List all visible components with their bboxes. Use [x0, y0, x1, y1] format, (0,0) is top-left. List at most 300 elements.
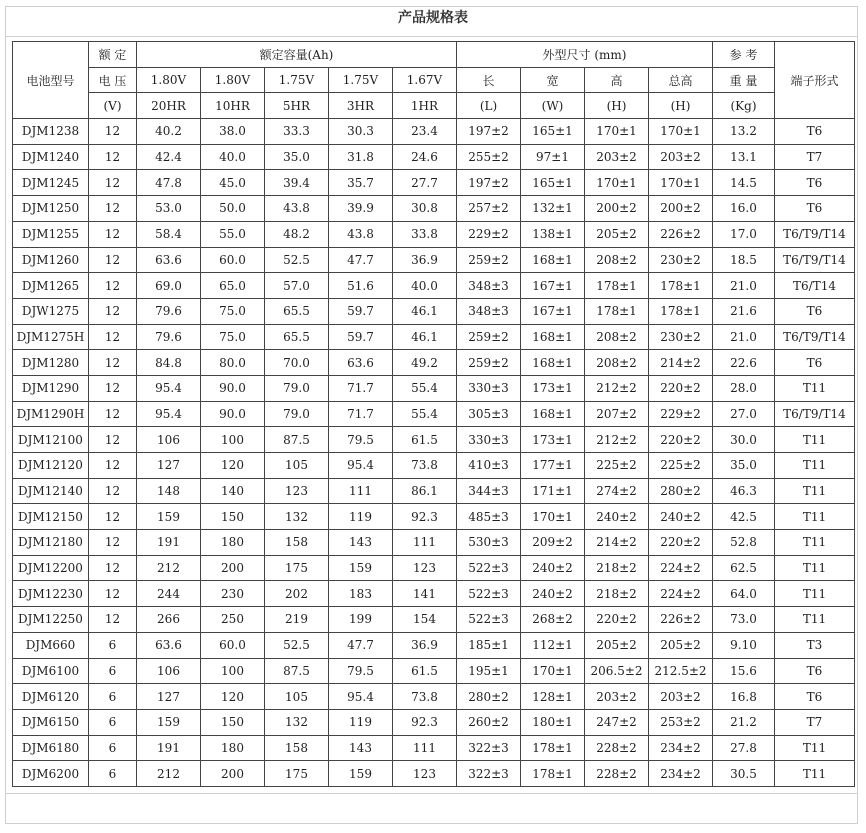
cell-capacity-1hr: 111 — [393, 530, 457, 556]
cell-capacity-10hr: 200 — [201, 555, 265, 581]
cell-capacity-1hr: 46.1 — [393, 298, 457, 324]
header-dimension-unit: (W) — [521, 93, 585, 119]
cell-capacity-5hr: 87.5 — [265, 658, 329, 684]
cell-voltage: 12 — [89, 221, 137, 247]
cell-width: 167±1 — [521, 298, 585, 324]
cell-voltage: 12 — [89, 144, 137, 170]
cell-height: 205±2 — [585, 632, 649, 658]
cell-capacity-1hr: 27.7 — [393, 170, 457, 196]
cell-total-height: 225±2 — [649, 453, 713, 479]
table-row — [13, 401, 855, 427]
cell-length: 229±2 — [457, 221, 521, 247]
cell-terminal: T11 — [775, 761, 855, 787]
table-row — [13, 427, 855, 453]
cell-capacity-10hr: 60.0 — [201, 247, 265, 273]
cell-total-height: 224±2 — [649, 581, 713, 607]
cell-capacity-5hr: 132 — [265, 709, 329, 735]
cell-terminal: T6 — [775, 119, 855, 145]
cell-width: 173±1 — [521, 375, 585, 401]
cell-voltage: 12 — [89, 196, 137, 222]
cell-capacity-20hr: 191 — [137, 735, 201, 761]
cell-height: 228±2 — [585, 735, 649, 761]
cell-capacity-20hr: 212 — [137, 555, 201, 581]
cell-height: 178±1 — [585, 273, 649, 299]
cell-capacity-5hr: 65.5 — [265, 324, 329, 350]
cell-capacity-3hr: 119 — [329, 504, 393, 530]
cell-terminal: T11 — [775, 453, 855, 479]
cell-total-height: 220±2 — [649, 375, 713, 401]
cell-length: 197±2 — [457, 119, 521, 145]
cell-height: 220±2 — [585, 607, 649, 633]
table-row — [13, 555, 855, 581]
cell-voltage: 6 — [89, 658, 137, 684]
cell-height: 203±2 — [585, 684, 649, 710]
bottom-divider — [5, 793, 858, 794]
cell-model: DJM1290 — [13, 375, 89, 401]
header-dimension-total-height: 总高 — [649, 67, 713, 93]
table-row — [13, 375, 855, 401]
table-body — [13, 119, 855, 787]
cell-capacity-1hr: 92.3 — [393, 504, 457, 530]
cell-model: DJM1250 — [13, 196, 89, 222]
cell-capacity-5hr: 35.0 — [265, 144, 329, 170]
cell-voltage: 6 — [89, 709, 137, 735]
cell-capacity-3hr: 159 — [329, 761, 393, 787]
cell-length: 522±3 — [457, 555, 521, 581]
cell-capacity-5hr: 123 — [265, 478, 329, 504]
table-header — [13, 42, 855, 119]
cell-width: 173±1 — [521, 427, 585, 453]
cell-width: 268±2 — [521, 607, 585, 633]
cell-terminal: T6/T9/T14 — [775, 401, 855, 427]
cell-model: DJM12120 — [13, 453, 89, 479]
cell-weight: 22.6 — [713, 350, 775, 376]
header-dimension-unit: (H) — [649, 93, 713, 119]
header-capacity-voltage: 1.80V — [137, 67, 201, 93]
cell-voltage: 12 — [89, 247, 137, 273]
page-title: 产品规格表 — [398, 10, 468, 26]
cell-capacity-20hr: 69.0 — [137, 273, 201, 299]
cell-weight: 21.2 — [713, 709, 775, 735]
header-capacity-voltage: 1.75V — [265, 67, 329, 93]
cell-terminal: T11 — [775, 735, 855, 761]
cell-weight: 17.0 — [713, 221, 775, 247]
header-voltage-line1: 额 定 — [89, 42, 137, 68]
cell-terminal: T6/T9/T14 — [775, 221, 855, 247]
cell-capacity-5hr: 219 — [265, 607, 329, 633]
cell-total-height: 280±2 — [649, 478, 713, 504]
cell-weight: 13.1 — [713, 144, 775, 170]
cell-capacity-10hr: 45.0 — [201, 170, 265, 196]
cell-weight: 42.5 — [713, 504, 775, 530]
cell-model: DJM12200 — [13, 555, 89, 581]
cell-model: DJM6120 — [13, 684, 89, 710]
cell-length: 410±3 — [457, 453, 521, 479]
table-row — [13, 350, 855, 376]
cell-capacity-1hr: 123 — [393, 555, 457, 581]
cell-capacity-1hr: 154 — [393, 607, 457, 633]
cell-height: 228±2 — [585, 761, 649, 787]
cell-width: 209±2 — [521, 530, 585, 556]
cell-capacity-5hr: 39.4 — [265, 170, 329, 196]
cell-total-height: 220±2 — [649, 427, 713, 453]
cell-model: DJM6200 — [13, 761, 89, 787]
cell-total-height: 178±1 — [649, 298, 713, 324]
cell-weight: 46.3 — [713, 478, 775, 504]
cell-capacity-5hr: 79.0 — [265, 375, 329, 401]
cell-length: 185±1 — [457, 632, 521, 658]
cell-capacity-10hr: 250 — [201, 607, 265, 633]
cell-capacity-3hr: 31.8 — [329, 144, 393, 170]
cell-model: DJM12250 — [13, 607, 89, 633]
cell-height: 214±2 — [585, 530, 649, 556]
cell-capacity-1hr: 24.6 — [393, 144, 457, 170]
cell-model: DJM1240 — [13, 144, 89, 170]
cell-capacity-3hr: 183 — [329, 581, 393, 607]
cell-capacity-5hr: 52.5 — [265, 632, 329, 658]
cell-length: 522±3 — [457, 581, 521, 607]
cell-capacity-3hr: 39.9 — [329, 196, 393, 222]
cell-capacity-10hr: 90.0 — [201, 401, 265, 427]
cell-voltage: 12 — [89, 298, 137, 324]
cell-length: 259±2 — [457, 247, 521, 273]
cell-capacity-3hr: 59.7 — [329, 324, 393, 350]
table-row — [13, 247, 855, 273]
cell-capacity-5hr: 175 — [265, 555, 329, 581]
cell-capacity-20hr: 244 — [137, 581, 201, 607]
cell-capacity-5hr: 105 — [265, 684, 329, 710]
cell-model: DJM12180 — [13, 530, 89, 556]
table-row — [13, 581, 855, 607]
cell-capacity-3hr: 47.7 — [329, 247, 393, 273]
cell-capacity-1hr: 92.3 — [393, 709, 457, 735]
cell-width: 132±1 — [521, 196, 585, 222]
cell-capacity-20hr: 84.8 — [137, 350, 201, 376]
cell-capacity-1hr: 40.0 — [393, 273, 457, 299]
table-row — [13, 735, 855, 761]
cell-voltage: 12 — [89, 350, 137, 376]
cell-width: 168±1 — [521, 247, 585, 273]
cell-voltage: 12 — [89, 555, 137, 581]
cell-capacity-20hr: 63.6 — [137, 247, 201, 273]
cell-capacity-10hr: 80.0 — [201, 350, 265, 376]
cell-capacity-20hr: 106 — [137, 427, 201, 453]
cell-length: 322±3 — [457, 735, 521, 761]
cell-model: DJM1245 — [13, 170, 89, 196]
header-capacity-voltage: 1.80V — [201, 67, 265, 93]
cell-voltage: 12 — [89, 581, 137, 607]
cell-width: 165±1 — [521, 119, 585, 145]
cell-capacity-20hr: 127 — [137, 453, 201, 479]
cell-total-height: 178±1 — [649, 273, 713, 299]
cell-capacity-3hr: 111 — [329, 478, 393, 504]
cell-capacity-3hr: 43.8 — [329, 221, 393, 247]
cell-voltage: 12 — [89, 119, 137, 145]
cell-capacity-3hr: 63.6 — [329, 350, 393, 376]
cell-capacity-1hr: 46.1 — [393, 324, 457, 350]
cell-capacity-3hr: 71.7 — [329, 375, 393, 401]
cell-weight: 13.2 — [713, 119, 775, 145]
cell-capacity-10hr: 60.0 — [201, 632, 265, 658]
cell-weight: 21.0 — [713, 324, 775, 350]
cell-capacity-5hr: 158 — [265, 530, 329, 556]
cell-capacity-20hr: 191 — [137, 530, 201, 556]
cell-height: 207±2 — [585, 401, 649, 427]
header-dimension-length: 长 — [457, 67, 521, 93]
cell-total-height: 220±2 — [649, 530, 713, 556]
cell-voltage: 12 — [89, 453, 137, 479]
cell-model: DJM12150 — [13, 504, 89, 530]
header-dimension-unit: (H) — [585, 93, 649, 119]
cell-capacity-5hr: 87.5 — [265, 427, 329, 453]
cell-capacity-1hr: 123 — [393, 761, 457, 787]
cell-capacity-20hr: 212 — [137, 761, 201, 787]
cell-capacity-10hr: 180 — [201, 530, 265, 556]
cell-capacity-20hr: 266 — [137, 607, 201, 633]
cell-total-height: 234±2 — [649, 761, 713, 787]
cell-length: 305±3 — [457, 401, 521, 427]
cell-capacity-3hr: 47.7 — [329, 632, 393, 658]
cell-capacity-5hr: 175 — [265, 761, 329, 787]
cell-terminal: T6/T9/T14 — [775, 247, 855, 273]
cell-capacity-3hr: 71.7 — [329, 401, 393, 427]
cell-terminal: T11 — [775, 478, 855, 504]
table-row — [13, 453, 855, 479]
cell-capacity-3hr: 143 — [329, 735, 393, 761]
cell-capacity-5hr: 132 — [265, 504, 329, 530]
cell-model: DJM12100 — [13, 427, 89, 453]
header-voltage-line2: 电 压 — [89, 67, 137, 93]
cell-capacity-10hr: 120 — [201, 453, 265, 479]
cell-total-height: 230±2 — [649, 324, 713, 350]
cell-capacity-5hr: 57.0 — [265, 273, 329, 299]
cell-total-height: 226±2 — [649, 221, 713, 247]
table-row — [13, 221, 855, 247]
cell-capacity-20hr: 159 — [137, 504, 201, 530]
cell-voltage: 12 — [89, 375, 137, 401]
header-row-2 — [13, 67, 855, 93]
cell-width: 168±1 — [521, 350, 585, 376]
table-row — [13, 170, 855, 196]
cell-height: 200±2 — [585, 196, 649, 222]
cell-capacity-20hr: 53.0 — [137, 196, 201, 222]
cell-length: 348±3 — [457, 298, 521, 324]
cell-capacity-10hr: 65.0 — [201, 273, 265, 299]
cell-total-height: 229±2 — [649, 401, 713, 427]
header-capacity-rate: 5HR — [265, 93, 329, 119]
cell-height: 206.5±2 — [585, 658, 649, 684]
cell-width: 170±1 — [521, 658, 585, 684]
cell-capacity-1hr: 55.4 — [393, 401, 457, 427]
header-weight-unit: (Kg) — [713, 93, 775, 119]
cell-capacity-1hr: 73.8 — [393, 684, 457, 710]
cell-model: DJM6100 — [13, 658, 89, 684]
cell-width: 240±2 — [521, 581, 585, 607]
cell-total-height: 170±1 — [649, 170, 713, 196]
cell-height: 178±1 — [585, 298, 649, 324]
cell-height: 212±2 — [585, 375, 649, 401]
cell-width: 240±2 — [521, 555, 585, 581]
cell-weight: 21.0 — [713, 273, 775, 299]
cell-model: DJM1290H — [13, 401, 89, 427]
cell-height: 240±2 — [585, 504, 649, 530]
cell-voltage: 12 — [89, 170, 137, 196]
cell-voltage: 12 — [89, 273, 137, 299]
cell-capacity-20hr: 95.4 — [137, 401, 201, 427]
cell-capacity-10hr: 230 — [201, 581, 265, 607]
cell-capacity-10hr: 150 — [201, 504, 265, 530]
cell-width: 170±1 — [521, 504, 585, 530]
cell-capacity-10hr: 120 — [201, 684, 265, 710]
cell-length: 522±3 — [457, 607, 521, 633]
header-dimension-width: 宽 — [521, 67, 585, 93]
cell-terminal: T11 — [775, 375, 855, 401]
cell-voltage: 12 — [89, 401, 137, 427]
cell-terminal: T7 — [775, 709, 855, 735]
cell-length: 259±2 — [457, 324, 521, 350]
cell-total-height: 200±2 — [649, 196, 713, 222]
cell-capacity-10hr: 50.0 — [201, 196, 265, 222]
cell-total-height: 205±2 — [649, 632, 713, 658]
cell-capacity-10hr: 180 — [201, 735, 265, 761]
cell-weight: 52.8 — [713, 530, 775, 556]
cell-capacity-1hr: 61.5 — [393, 427, 457, 453]
cell-terminal: T6 — [775, 196, 855, 222]
header-rated-capacity: 额定容量(Ah) — [137, 42, 457, 68]
table-row — [13, 530, 855, 556]
header-row-1 — [13, 42, 855, 68]
cell-terminal: T11 — [775, 581, 855, 607]
cell-height: 274±2 — [585, 478, 649, 504]
cell-voltage: 6 — [89, 684, 137, 710]
cell-height: 225±2 — [585, 453, 649, 479]
cell-terminal: T3 — [775, 632, 855, 658]
cell-width: 180±1 — [521, 709, 585, 735]
cell-capacity-3hr: 79.5 — [329, 658, 393, 684]
cell-capacity-20hr: 148 — [137, 478, 201, 504]
cell-capacity-3hr: 79.5 — [329, 427, 393, 453]
table-row — [13, 684, 855, 710]
cell-capacity-5hr: 105 — [265, 453, 329, 479]
cell-capacity-20hr: 42.4 — [137, 144, 201, 170]
cell-weight: 9.10 — [713, 632, 775, 658]
cell-width: 165±1 — [521, 170, 585, 196]
cell-capacity-20hr: 106 — [137, 658, 201, 684]
cell-height: 208±2 — [585, 350, 649, 376]
cell-length: 330±3 — [457, 427, 521, 453]
table-row — [13, 196, 855, 222]
cell-capacity-5hr: 79.0 — [265, 401, 329, 427]
cell-length: 195±1 — [457, 658, 521, 684]
cell-width: 138±1 — [521, 221, 585, 247]
cell-model: DJM1260 — [13, 247, 89, 273]
cell-capacity-1hr: 86.1 — [393, 478, 457, 504]
cell-capacity-10hr: 100 — [201, 658, 265, 684]
cell-height: 170±1 — [585, 170, 649, 196]
cell-model: DJM6150 — [13, 709, 89, 735]
cell-total-height: 240±2 — [649, 504, 713, 530]
cell-model: DJM1238 — [13, 119, 89, 145]
cell-height: 212±2 — [585, 427, 649, 453]
cell-voltage: 12 — [89, 478, 137, 504]
cell-height: 170±1 — [585, 119, 649, 145]
table-row — [13, 119, 855, 145]
cell-width: 97±1 — [521, 144, 585, 170]
cell-voltage: 12 — [89, 607, 137, 633]
cell-capacity-5hr: 48.2 — [265, 221, 329, 247]
cell-length: 344±3 — [457, 478, 521, 504]
header-dimension-unit: (L) — [457, 93, 521, 119]
table-row — [13, 761, 855, 787]
cell-total-height: 253±2 — [649, 709, 713, 735]
cell-total-height: 170±1 — [649, 119, 713, 145]
table-row — [13, 478, 855, 504]
cell-length: 322±3 — [457, 761, 521, 787]
cell-total-height: 224±2 — [649, 555, 713, 581]
cell-voltage: 6 — [89, 735, 137, 761]
cell-capacity-20hr: 95.4 — [137, 375, 201, 401]
cell-capacity-5hr: 70.0 — [265, 350, 329, 376]
cell-length: 530±3 — [457, 530, 521, 556]
cell-capacity-10hr: 40.0 — [201, 144, 265, 170]
cell-terminal: T6 — [775, 658, 855, 684]
cell-weight: 62.5 — [713, 555, 775, 581]
cell-model: DJM12140 — [13, 478, 89, 504]
spec-table — [12, 41, 855, 787]
cell-weight: 28.0 — [713, 375, 775, 401]
cell-capacity-10hr: 55.0 — [201, 221, 265, 247]
cell-height: 203±2 — [585, 144, 649, 170]
cell-capacity-20hr: 40.2 — [137, 119, 201, 145]
header-capacity-rate: 3HR — [329, 93, 393, 119]
cell-terminal: T11 — [775, 530, 855, 556]
cell-width: 112±1 — [521, 632, 585, 658]
cell-total-height: 226±2 — [649, 607, 713, 633]
cell-length: 255±2 — [457, 144, 521, 170]
cell-height: 218±2 — [585, 581, 649, 607]
cell-length: 259±2 — [457, 350, 521, 376]
cell-terminal: T6 — [775, 170, 855, 196]
cell-model: DJM1255 — [13, 221, 89, 247]
header-voltage-unit: (V) — [89, 93, 137, 119]
cell-width: 178±1 — [521, 761, 585, 787]
cell-capacity-3hr: 95.4 — [329, 453, 393, 479]
cell-height: 208±2 — [585, 324, 649, 350]
cell-voltage: 12 — [89, 530, 137, 556]
cell-height: 247±2 — [585, 709, 649, 735]
cell-model: DJM6180 — [13, 735, 89, 761]
cell-length: 257±2 — [457, 196, 521, 222]
cell-capacity-5hr: 52.5 — [265, 247, 329, 273]
cell-capacity-5hr: 33.3 — [265, 119, 329, 145]
cell-terminal: T11 — [775, 555, 855, 581]
cell-weight: 73.0 — [713, 607, 775, 633]
cell-length: 330±3 — [457, 375, 521, 401]
cell-capacity-20hr: 63.6 — [137, 632, 201, 658]
cell-capacity-5hr: 65.5 — [265, 298, 329, 324]
cell-capacity-5hr: 202 — [265, 581, 329, 607]
cell-weight: 30.0 — [713, 427, 775, 453]
cell-height: 218±2 — [585, 555, 649, 581]
cell-capacity-3hr: 119 — [329, 709, 393, 735]
header-capacity-voltage: 1.67V — [393, 67, 457, 93]
table-row — [13, 709, 855, 735]
header-dimensions: 外型尺寸 (mm) — [457, 42, 713, 68]
cell-capacity-1hr: 73.8 — [393, 453, 457, 479]
cell-total-height: 212.5±2 — [649, 658, 713, 684]
cell-capacity-3hr: 59.7 — [329, 298, 393, 324]
cell-capacity-5hr: 158 — [265, 735, 329, 761]
